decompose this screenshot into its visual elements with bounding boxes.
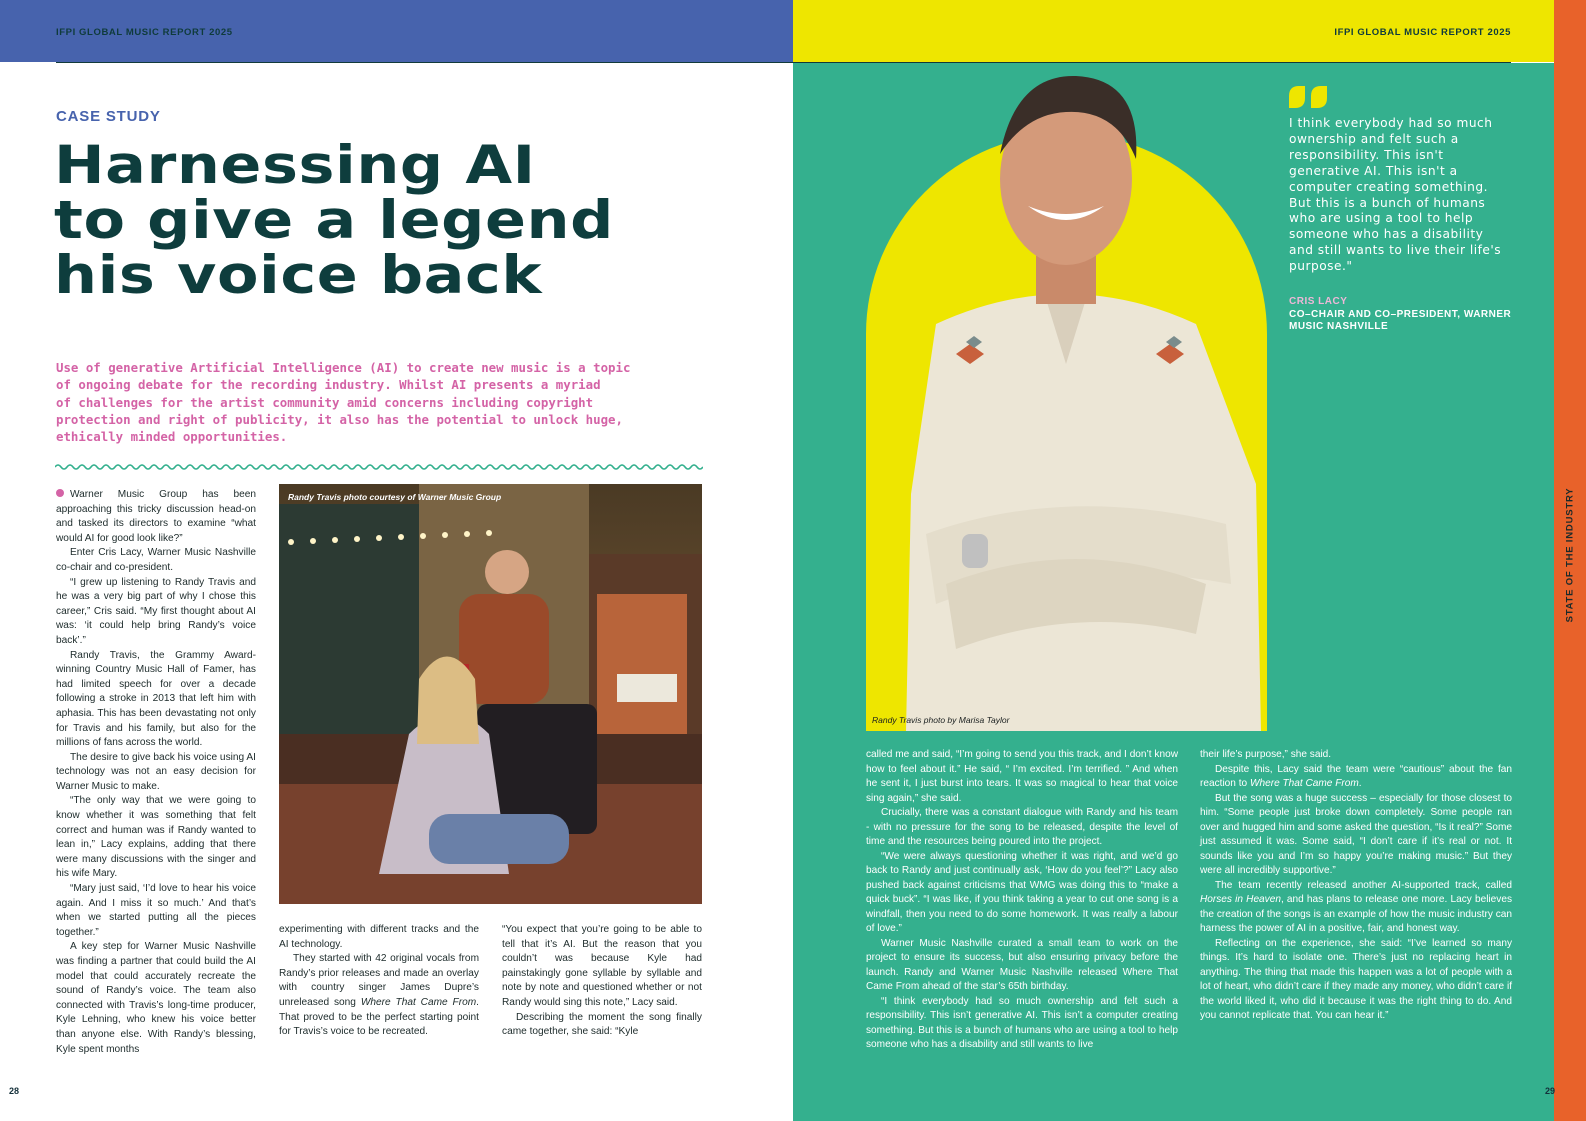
- title-line: Harnessing AI: [54, 135, 536, 196]
- paragraph: Enter Cris Lacy, Warner Music Nashville co-chair and co-president.: [56, 547, 256, 573]
- pull-quote: I think everybody had so much ownership and felt such a responsibility. This isn't generative AI. This isn't a computer creating something. But this is a bunch of humans who are using a tool to help someone who has a disability and still wants to live their life's purpose.": [1289, 116, 1502, 274]
- quote-icon: [1289, 86, 1329, 108]
- paragraph: “I think everybody had so much ownership and felt such a responsibility. This isn’t generative AI. This isn’t a computer creating something. But this is a bunch of humans who are using a tool to help someone who has a disability and still wants to live: [866, 995, 1178, 1050]
- body-column-4: [866, 748, 1178, 1053]
- title-line: to give a legend: [54, 190, 614, 251]
- standfirst-line: of ongoing debate for the recording industry. Whilst AI presents a myriad: [56, 377, 601, 393]
- portrait-photo: [866, 64, 1267, 731]
- body-column-2: [279, 923, 479, 1040]
- photo-credit: Randy Travis photo by Marisa Taylor: [872, 715, 1010, 725]
- paragraph: The team recently released another AI-supported track, called Horses in Heaven, and has plans to release one more. Lacy believes the creation of the songs is an example of how the music industry can harness the power of AI in a positive, fair, and honest way.: [1200, 879, 1512, 934]
- kicker: CASE STUDY: [56, 108, 161, 125]
- paragraph: called me and said, “I’m going to send you this track, and I don’t know how to feel about it.” He said, “ I’m excited. I’m terrified. ” And when he sent it, I just burst into tears. It was so magical to hear that voice sing again,” she said.: [866, 749, 1178, 804]
- paragraph: “Mary just said, ‘I’d love to hear his voice again. And I miss it so much.’ And that’s when we started putting all the pieces together.”: [56, 883, 256, 938]
- studio-photo: [279, 484, 702, 904]
- page-number-left: 28: [9, 1086, 20, 1096]
- paragraph: experimenting with different tracks and the AI technology.: [279, 924, 479, 950]
- page-number-right: 29: [1545, 1086, 1556, 1096]
- paragraph: They started with 42 original vocals from Randy’s prior releases and made an overlay with country singer James Dupre’s unreleased song Where That Came From. That proved to be the perfect starting point for Travis’s voice to be recreated.: [279, 953, 479, 1038]
- paragraph: Warner Music Nashville curated a small team to work on the project to ensure its success, but also ensuring privacy before the launch. Randy and Warner Music Nashville released Where That Came From ahead of the star’s 65th birthday.: [866, 937, 1178, 992]
- paragraph: “The only way that we were going to know whether it was something that felt correct and human was if Randy wanted to lean in,” Lacy explains, adding that there were many discussions with the singer and his wife Mary.: [56, 795, 256, 880]
- standfirst-line: of challenges for the artist community amid concerns including copyright: [56, 394, 594, 410]
- paragraph: Warner Music Group has been approaching this tricky discussion head-on and tasked its directors to examine “what would AI for good look like?”: [56, 489, 256, 544]
- page-title: [54, 135, 841, 306]
- paragraph: Crucially, there was a constant dialogue with Randy and his team - with no pressure for the song to be released, despite the level of time and the resources being poured into the project.: [866, 807, 1178, 847]
- paragraph: “You expect that you’re going to be able to tell that it’s AI. But the reason that you couldn’t was because Kyle had painstakingly gone syllable by syllable and note by note and questioned whether or not Randy would sing this note,” Lacy said.: [502, 924, 702, 1008]
- photo-credit: Randy Travis photo courtesy of Warner Music Group: [288, 492, 502, 502]
- paragraph: Describing the moment the song finally came together, she said: “Kyle: [502, 1011, 702, 1038]
- song-title: Where That Came From: [360, 996, 477, 1008]
- body-column-5: [1200, 748, 1512, 1024]
- running-head-left: IFPI GLOBAL MUSIC REPORT 2025: [56, 27, 233, 38]
- standfirst-line: ethically minded opportunities.: [56, 429, 288, 445]
- standfirst-line: protection and right of publicity, it also has the potential to unlock huge,: [56, 411, 623, 427]
- standfirst: [56, 359, 696, 445]
- paragraph: Randy Travis, the Grammy Award-winning Country Music Hall of Famer, has had limited speech for over a decade following a stroke in 2013 that left him with aphasia. This has been devastating not only for Travis and his family, but also for the millions of fans across the world.: [56, 649, 256, 749]
- paragraph: “I grew up listening to Randy Travis and he was a very big part of why I chose this career,” Cris said. “My first thought about AI was: ‘it could help bring Randy’s voice back’.”: [56, 576, 256, 646]
- paragraph: A key step for Warner Music Nashville was finding a partner that could build the AI model that could accurately recreate the sound of Randy’s voice. The team also connected with Travis’s long-time producer, Kyle Lehning, who knew his voice better than anyone else. With Randy’s blessing, Kyle spent months: [56, 941, 256, 1055]
- paragraph: But the song was a huge success – especially for those closest to him. “Some people just broke down completely. Some people ran over and hugged him and some asked the question, “Is it real?” Some just assumed it was. Some said, “I don’t care if it’s real or not. It sounds like you and I’m so happy you’re making music.” But they were all incredibly supportive.”: [1200, 792, 1512, 876]
- body-column-3: [502, 923, 702, 1040]
- running-head-right: IFPI GLOBAL MUSIC REPORT 2025: [1334, 27, 1511, 38]
- paragraph: their life’s purpose,” she said.: [1200, 749, 1332, 760]
- bullet-icon: [56, 489, 64, 497]
- quote-attribution-role: CO–CHAIR AND CO–PRESIDENT, WARNER MUSIC NASHVILLE: [1289, 309, 1512, 332]
- section-label: STATE OF THE INDUSTRY: [1564, 487, 1576, 623]
- song-title: Where That Came From: [1249, 778, 1359, 789]
- song-title: Horses in Heaven: [1200, 894, 1281, 905]
- quote-attribution-name: CRIS LACY: [1289, 296, 1348, 307]
- paragraph: “We were always questioning whether it was right, and we’d go back to Randy and just continually ask, ‘How do you feel’?” Lacy also pushed back against criticisms that WMG was doing this to “make a quick buck”. “I was like, if you think taking a year to cut one song is a windfall, then you need to do some homework. It was really a labour of love.”: [866, 850, 1178, 934]
- paragraph: Reflecting on the experience, she said: “I’ve learned so many things. It’s hard to isolate one. There’s just no replacing heart in anything. The thing that made this happen was a lot of people with a lot of heart, who didn’t care if they made any money, who didn’t care if the world liked it, who did it because it was the right thing to do. And you cannot replicate that. You can hear it.”: [1200, 937, 1512, 1021]
- body-column-1: [56, 488, 256, 1057]
- wavy-divider: [55, 462, 703, 472]
- paragraph: The desire to give back his voice using AI technology was not an easy decision for Warner Music to make.: [56, 751, 256, 792]
- standfirst-line: Use of generative Artificial Intelligence (AI) to create new music is a topic: [56, 360, 631, 375]
- paragraph: Despite this, Lacy said the team were “cautious” about the fan reaction to Where That Came From.: [1200, 763, 1512, 789]
- title-line: his voice back: [54, 245, 543, 306]
